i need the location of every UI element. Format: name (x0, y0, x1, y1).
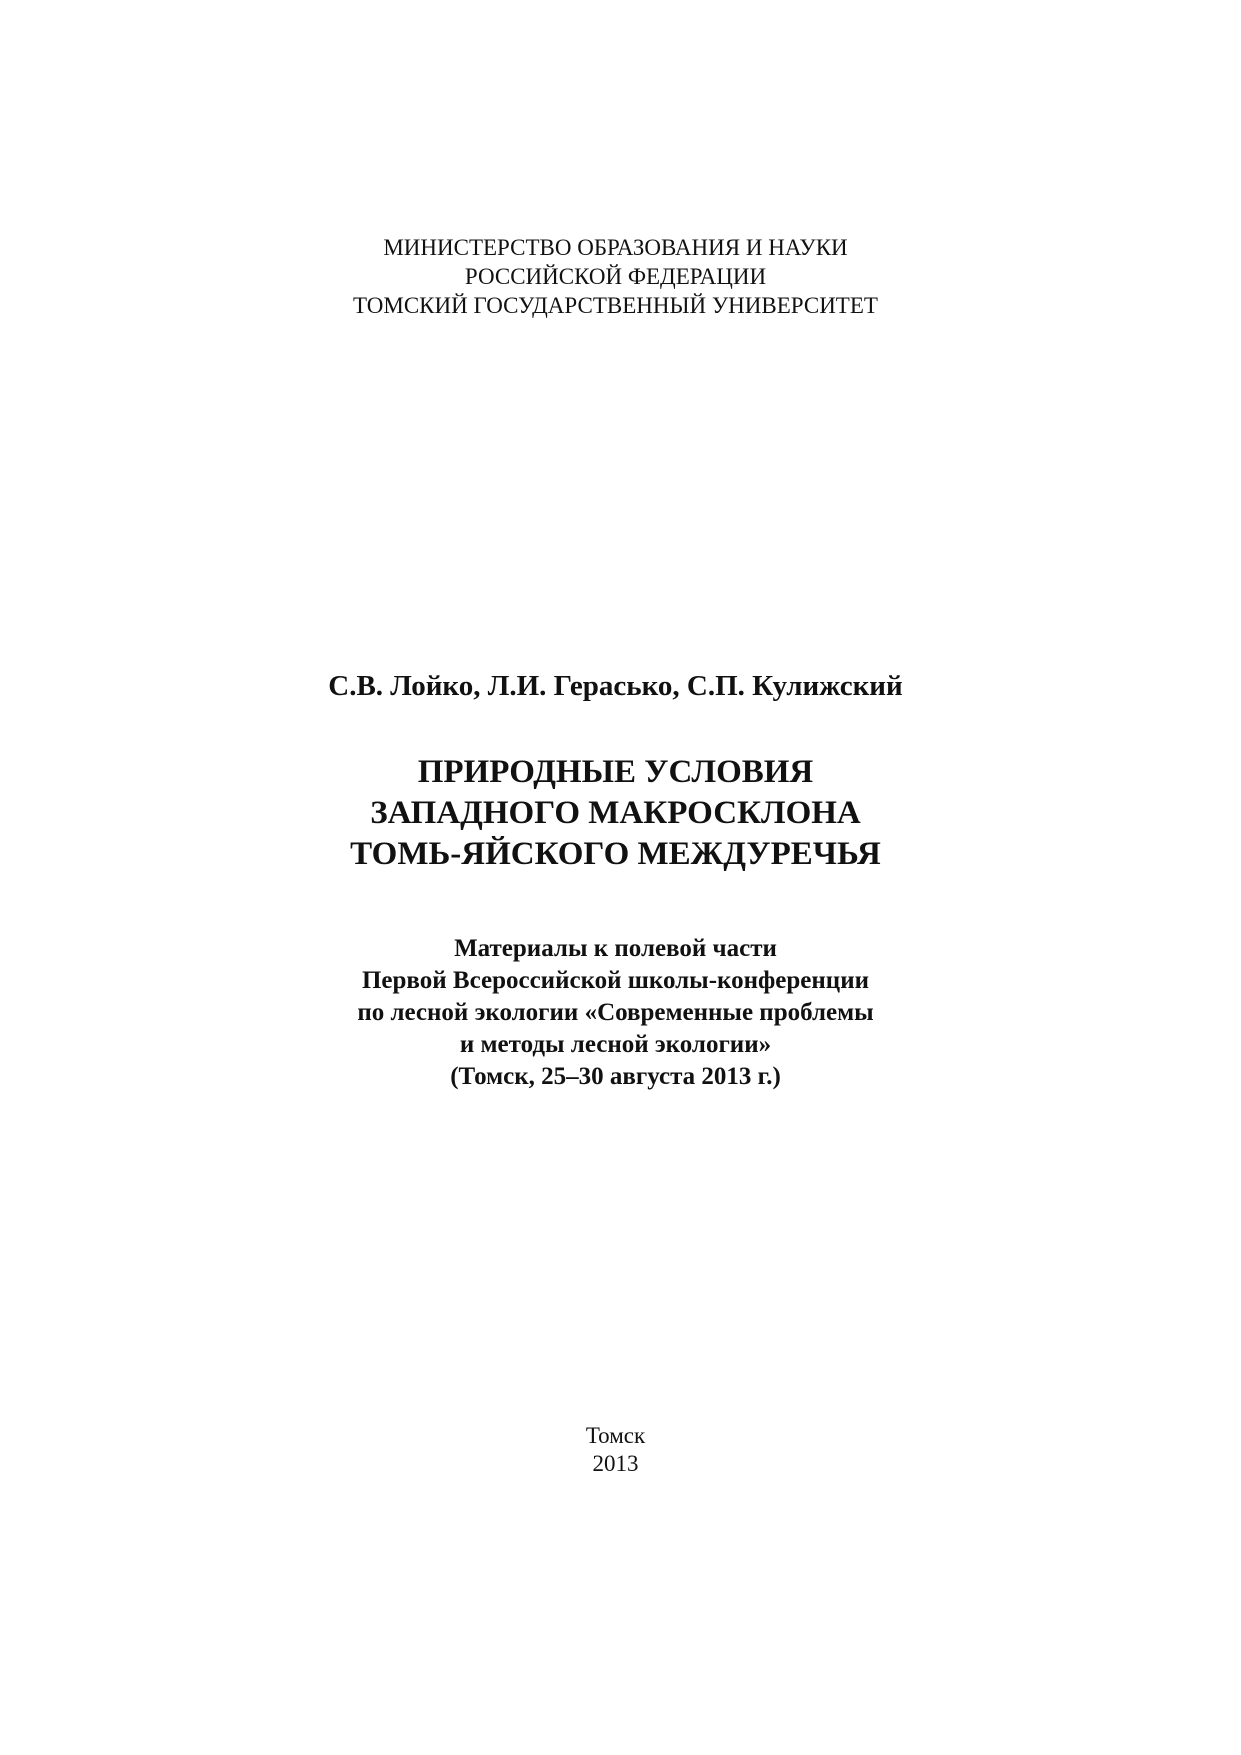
subtitle-line-1: Материалы к полевой части (454, 935, 777, 962)
book-subtitle (0, 933, 1241, 1093)
imprint-year: 2013 (592, 1451, 639, 1476)
institution-line-ministry: МИНИСТЕРСТВО ОБРАЗОВАНИЯ И НАУКИ (383, 235, 848, 260)
institution-line-university: ТОМСКИЙ ГОСУДАРСТВЕННЫЙ УНИВЕРСИТЕТ (353, 293, 878, 318)
imprint (0, 1422, 1241, 1478)
authors-line: С.В. Лойко, Л.И. Герасько, С.П. Кулижский (328, 670, 903, 702)
subtitle-line-3: по лесной экологии «Современные проблемы (357, 999, 874, 1026)
book-title (0, 752, 1241, 875)
subtitle-line-5: (Томск, 25–30 августа 2013 г.) (450, 1063, 781, 1090)
subtitle-line-4: и методы лесной экологии» (459, 1031, 772, 1058)
title-line-3: ТОМЬ-ЯЙСКОГО МЕЖДУРЕЧЬЯ (350, 836, 881, 872)
title-line-1: ПРИРОДНЫЕ УСЛОВИЯ (417, 754, 814, 790)
title-line-2: ЗАПАДНОГО МАКРОСКЛОНА (370, 795, 861, 831)
subtitle-line-2: Первой Всероссийской школы-конференции (361, 967, 870, 994)
institution-header (0, 233, 1241, 320)
institution-line-federation: РОССИЙСКОЙ ФЕДЕРАЦИИ (464, 264, 767, 289)
authors (0, 668, 1241, 704)
imprint-city: Томск (585, 1423, 646, 1448)
